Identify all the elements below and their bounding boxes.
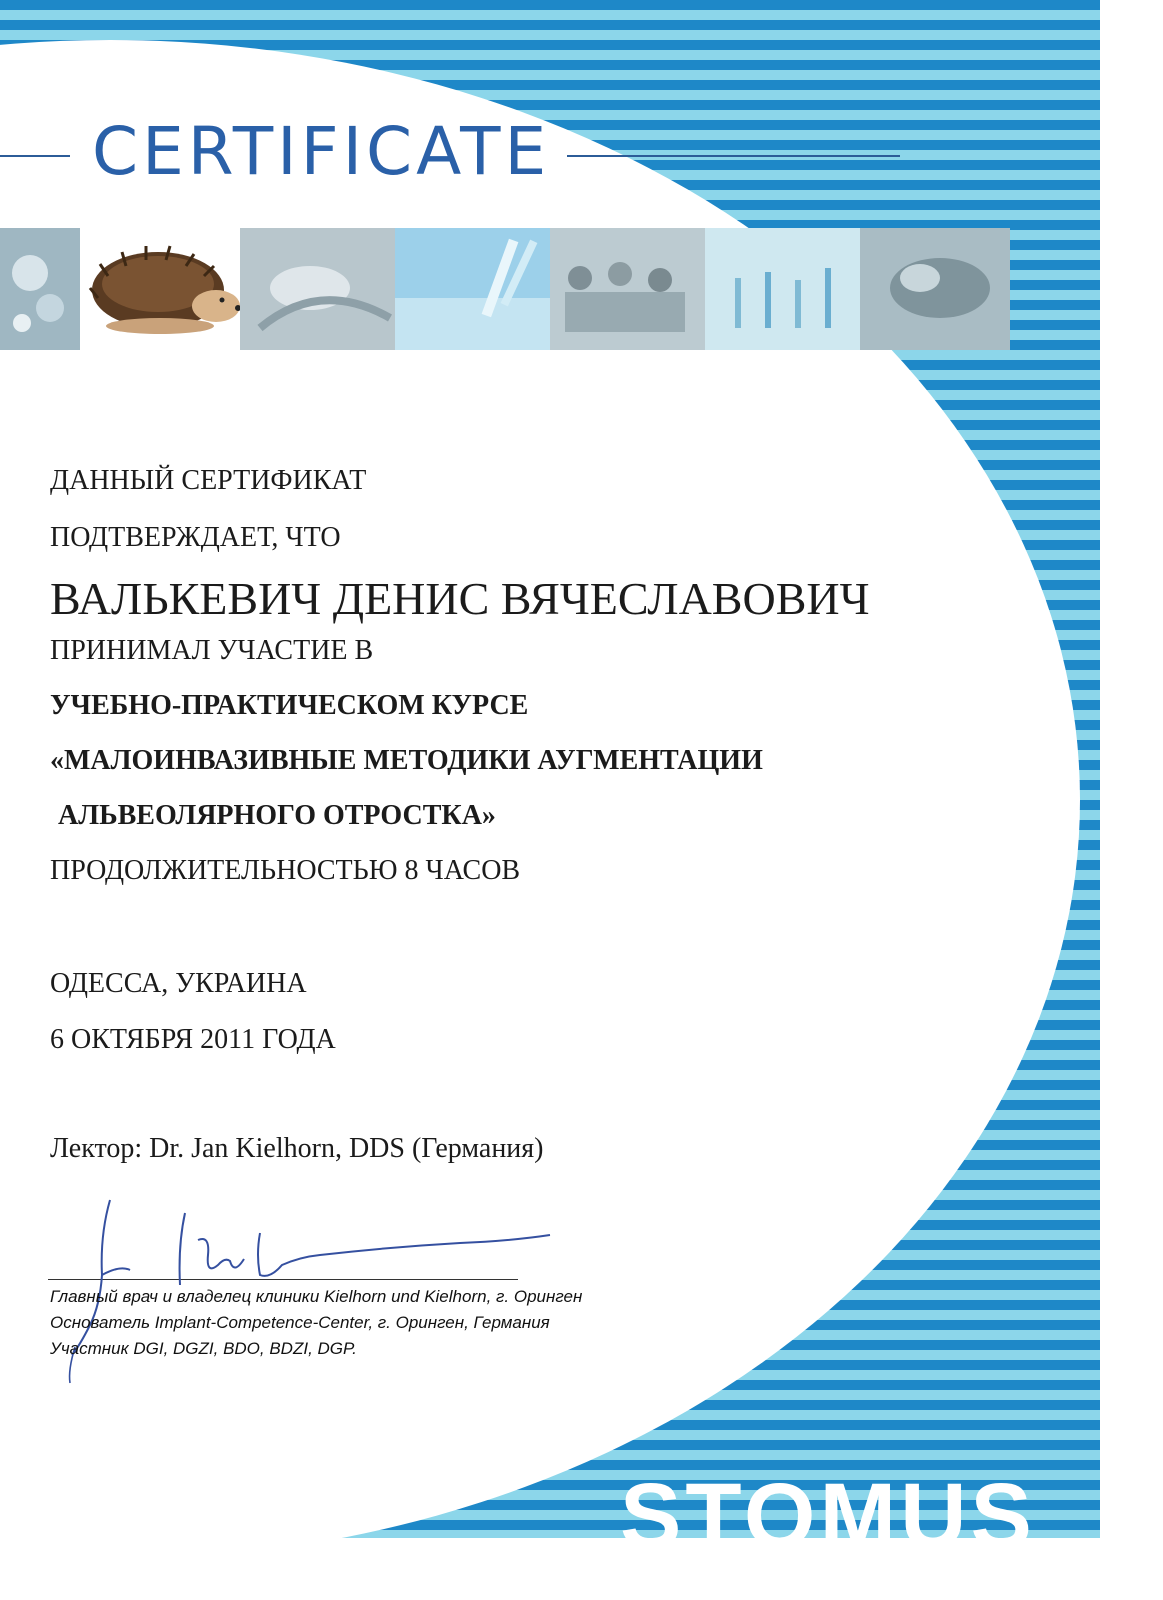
photo-strip — [0, 228, 1010, 350]
lector-credit-3: Участник DGI, DGZI, BDO, BDZI, DGP. — [50, 1339, 357, 1358]
course-title-line-1: «МАЛОИНВАЗИВНЫЕ МЕТОДИКИ АУГМЕНТАЦИИ — [50, 745, 763, 776]
hedgehog-illustration — [80, 228, 240, 350]
date-line: 6 ОКТЯБРЯ 2011 ГОДА — [50, 1024, 336, 1055]
participated-line: ПРИНИМАЛ УЧАСТИЕ В — [50, 635, 374, 666]
operating-photo — [860, 228, 1010, 350]
sparkler-photo — [0, 228, 80, 350]
course-type: УЧЕБНО-ПРАКТИЧЕСКОМ КУРСЕ — [50, 690, 529, 721]
location-line: ОДЕССА, УКРАИНА — [50, 968, 307, 999]
certificate-heading — [0, 108, 900, 198]
certificate-title: CERTIFICATE — [92, 113, 551, 190]
lector-credit-1: Главный врач и владелец клиники Kielhorn und Kielhorn, г. Оринген — [50, 1287, 583, 1306]
recipient-name: ВАЛЬКЕВИЧ ДЕНИС ВЯЧЕСЛАВОВИЧ — [50, 573, 870, 624]
course-title-line-2: АЛЬВЕОЛЯРНОГО ОТРОСТКА» — [58, 800, 496, 831]
intro-line-1: ДАННЫЙ СЕРТИФИКАТ — [50, 465, 367, 496]
implant-models-photo — [705, 228, 860, 350]
dental-instruments-photo — [395, 228, 550, 350]
surgery-photo — [240, 228, 395, 350]
brand-logo: STOMUS — [620, 1465, 1036, 1567]
lector-line: Лектор: Dr. Jan Kielhorn, DDS (Германия) — [50, 1133, 544, 1164]
duration-line: ПРОДОЛЖИТЕЛЬНОСТЬЮ 8 ЧАСОВ — [50, 855, 521, 886]
lecture-audience-photo — [550, 228, 705, 350]
heading-rule-left — [0, 155, 70, 157]
intro-line-2: ПОДТВЕРЖДАЕТ, ЧТО — [50, 522, 341, 553]
lector-credit-2: Основатель Implant-Competence-Center, г. Оринген, Германия — [50, 1313, 550, 1332]
heading-rule-right — [567, 155, 900, 157]
